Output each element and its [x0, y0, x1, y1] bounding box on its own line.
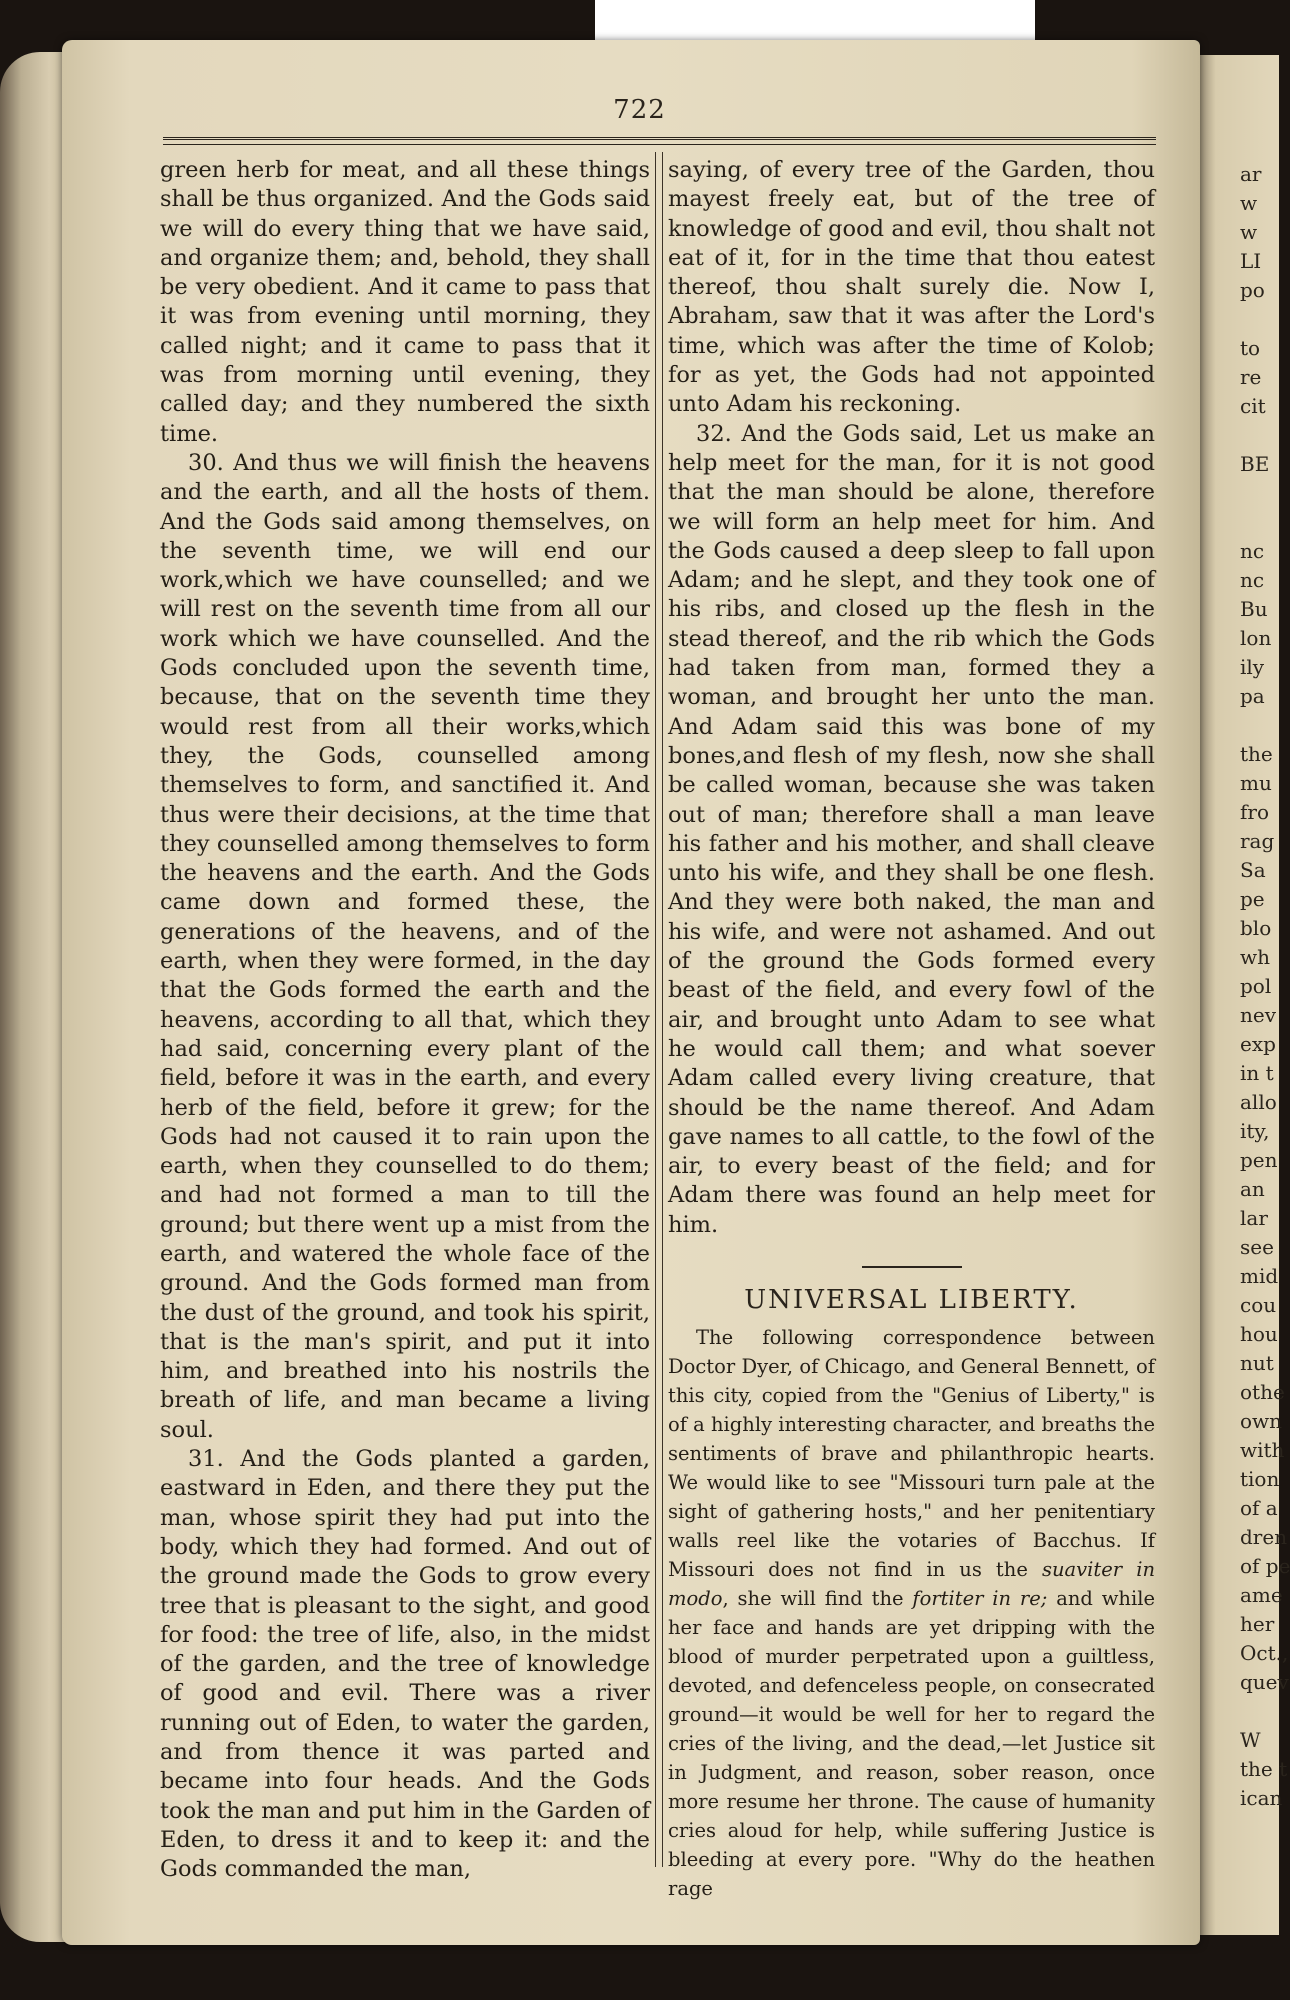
facing-page-fragment: ily: [1240, 655, 1265, 679]
facing-page-fragment: rag: [1240, 829, 1275, 853]
article-body: [668, 1323, 1155, 1903]
facing-page-fragment: see: [1240, 1235, 1274, 1259]
article-heading: UNIVERSAL LIBERTY.: [744, 1284, 1079, 1315]
column-divider: [655, 152, 663, 1867]
facing-page-fragment: an: [1240, 1177, 1265, 1201]
facing-page-fragment: Sa: [1240, 858, 1266, 882]
facing-page-fragment: othe: [1240, 1380, 1285, 1404]
facing-page-fragment: [1240, 1697, 1280, 1726]
facing-page-fragment: re: [1240, 365, 1262, 389]
article-italic: suaviter in modo: [668, 1558, 1155, 1611]
facing-page-fragment: [1240, 421, 1280, 450]
facing-page-fragment: wh: [1240, 945, 1270, 969]
facing-page-fragment: [1240, 711, 1280, 740]
facing-page-fragment: exp: [1240, 1032, 1276, 1056]
facing-page-fragment: [1240, 508, 1280, 537]
facing-page-fragment: hou: [1240, 1322, 1278, 1346]
facing-page-fragment: ame: [1240, 1583, 1283, 1607]
facing-page-fragment: nc: [1240, 539, 1265, 563]
facing-page-fragment: allo: [1240, 1090, 1277, 1114]
facing-page-fragment: nc: [1240, 568, 1265, 592]
article-text: , she will find the: [722, 1587, 913, 1611]
facing-page-fragment: of pe: [1240, 1554, 1290, 1578]
left-column: [160, 156, 650, 1885]
facing-page-fragment: the t: [1240, 1757, 1288, 1781]
paragraph-verse-31: 31. And the Gods planted a garden, eastward in Eden, and there they put the man, whose spirit they had put into the body, which they had formed. And out of the ground made the Gods to grow every tree that is pleasant to the sight, and good for food: the tree of life, also, in the midst of the garden, and the tree of knowledge of good and evil. There was a river running out of Eden, to water the garden, and from thence it was parted and became into four heads. And the Gods took the man and put him in the Garden of Eden, to dress it and to keep it: and the Gods commanded the man,: [160, 1446, 650, 1883]
facing-page-fragment: pol: [1240, 974, 1272, 998]
article-text: The following correspondence between Doctor Dyer, of Chicago, and General Bennett, of this city, copied from the "Genius of Liberty," is of a highly interesting character, and breaths the sentiments of brave and philanthropic hearts. We would like to see "Missouri turn pale at the sight of gathering hosts," and her penitentiary walls reel like the votaries of Bacchus. If Missouri does not find in us the: [668, 1326, 1155, 1582]
facing-page-fragment: fro: [1240, 800, 1270, 824]
facing-page-fragment: [1240, 479, 1280, 508]
facing-page-fragment: her: [1240, 1612, 1275, 1636]
facing-page-fragment: own: [1240, 1409, 1283, 1433]
facing-page-fragment: cit: [1240, 394, 1266, 418]
facing-page-fragment: BE: [1240, 452, 1270, 476]
header-rule: [163, 137, 1156, 145]
facing-page-fragment: dren: [1240, 1525, 1288, 1549]
facing-page-fragment: po: [1240, 278, 1265, 302]
facing-page-fragment: mu: [1240, 771, 1272, 795]
facing-page-fragment: ar: [1240, 162, 1262, 186]
section-separator: [862, 1266, 962, 1268]
facing-page-fragment: lon: [1240, 626, 1272, 650]
paragraph: green herb for meat, and all these things shall be thus organized. And the Gods said we will do every thing that we have said, and organize them; and, behold, they shall be very obedient. And it came to pass that it was from evening until morning, they called night; and it came to pass that it was from morning until evening, they called day; and they numbered the sixth time.: [160, 157, 650, 447]
page-number: 722: [613, 95, 666, 125]
facing-page-fragment: ican: [1240, 1786, 1283, 1810]
facing-page-fragment: w: [1240, 191, 1258, 215]
right-column: [668, 156, 1155, 1903]
facing-page-fragment: LI: [1240, 249, 1262, 273]
facing-page-fragment: with: [1240, 1438, 1285, 1462]
article-text: and while her face and hands are yet dripping with the blood of murder perpetrated upon a guiltless, devoted, and defenceless people, on consecrated ground—it would be well for her to regard the cries of the living, and the dead,—let Justice sit in Judgment, and reason, sober reason, once more resume her throne. The cause of humanity cries aloud for help, while suffering Justice is bleeding at every pore. "Why do the heathen rage: [668, 1587, 1155, 1901]
facing-page-fragment: cou: [1240, 1293, 1277, 1317]
article-italic: fortiter in re;: [912, 1587, 1048, 1611]
facing-page-fragment: pe: [1240, 887, 1265, 911]
facing-page-fragment: lar: [1240, 1206, 1268, 1230]
facing-page-fragment: w: [1240, 220, 1258, 244]
facing-page-fragment: mid: [1240, 1264, 1279, 1288]
facing-page-fragment: quev: [1240, 1670, 1289, 1694]
paragraph-verse-30: 30. And thus we will finish the heavens and the earth, and all the hosts of them. And the Gods said among themselves, on the seventh time, we will end our work,which we have counselled; and we will rest on the seventh time from all our work which we have counselled. And the Gods concluded upon the seventh time, because, that on the seventh time they would rest from all their works,which they, the Gods, counselled among themselves to form, and sanctified it. And thus were their decisions, at the time that they counselled among themselves to form the heavens and the earth. And the Gods came down and formed these, the generations of the heavens, and of the earth, when they were formed, in the day that the Gods formed the earth and the heavens, according to all that, which they had said, concerning every plant of the field, before it was in the earth, and every herb of the field, before it grew; for the Gods had not caused it to rain upon the earth, when they counselled to do them; and had not formed a man to till the ground; but there went up a mist from the earth, and watered the whole face of the ground. And the Gods formed man from the dust of the ground, and took his spirit, that is the man's spirit, and put it into him, and breathed into his nostrils the breath of life, and man became a living soul.: [160, 449, 650, 1443]
facing-page-fragment: Oct.,: [1240, 1641, 1289, 1665]
facing-page-fragment: nev: [1240, 1003, 1277, 1027]
facing-page-fragment: blo: [1240, 916, 1272, 940]
facing-page-fragment: pa: [1240, 684, 1265, 708]
facing-page-fragment: ity,: [1240, 1119, 1270, 1143]
facing-page-fragments: [1240, 160, 1290, 1813]
facing-page-fragment: tion: [1240, 1467, 1280, 1491]
facing-page-fragment: to: [1240, 336, 1261, 360]
paragraph-verse-32: 32. And the Gods said, Let us make an help meet for the man, for it is not good that the man should be alone, therefore we will form an help meet for him. And the Gods caused a deep sleep to fall upon Adam; and he slept, and they took one of his ribs, and closed up the flesh in the stead thereof, and the rib which the Gods had taken from man, formed they a woman, and brought her unto the man. And Adam said this was bone of my bones,and flesh of my flesh, now she shall be called woman, because she was taken out of man; therefore shall a man leave his father and his mother, and shall cleave unto his wife, and they shall be one flesh. And they were both naked, the man and his wife, and were not ashamed. And out of the ground the Gods formed every beast of the field, and every fowl of the air, and brought unto Adam to see what he would call them; and what soever Adam called every living creature, that should be the name thereof. And Adam gave names to all cattle, to the fowl of the air, to every beast of the field; and for Adam there was found an help meet for him.: [668, 420, 1155, 1238]
paragraph: saying, of every tree of the Garden, thou mayest freely eat, but of the tree of knowledge of good and evil, thou shalt not eat of it, for in the time that thou eatest thereof, thou shalt surely die. Now I, Abraham, saw that it was after the Lord's time, which was after the time of Kolob; for as yet, the Gods had not appointed unto Adam his reckoning.: [668, 157, 1155, 418]
facing-page-fragment: [1240, 305, 1280, 334]
facing-page-fragment: of a: [1240, 1496, 1278, 1520]
facing-page-fragment: W: [1240, 1728, 1261, 1752]
facing-page-fragment: pen: [1240, 1148, 1278, 1172]
book-spine-edge: [0, 52, 70, 1942]
facing-page-fragment: nut: [1240, 1351, 1274, 1375]
facing-page-fragment: in t: [1240, 1061, 1274, 1085]
facing-page-fragment: Bu: [1240, 597, 1268, 621]
facing-page-fragment: the: [1240, 742, 1273, 766]
